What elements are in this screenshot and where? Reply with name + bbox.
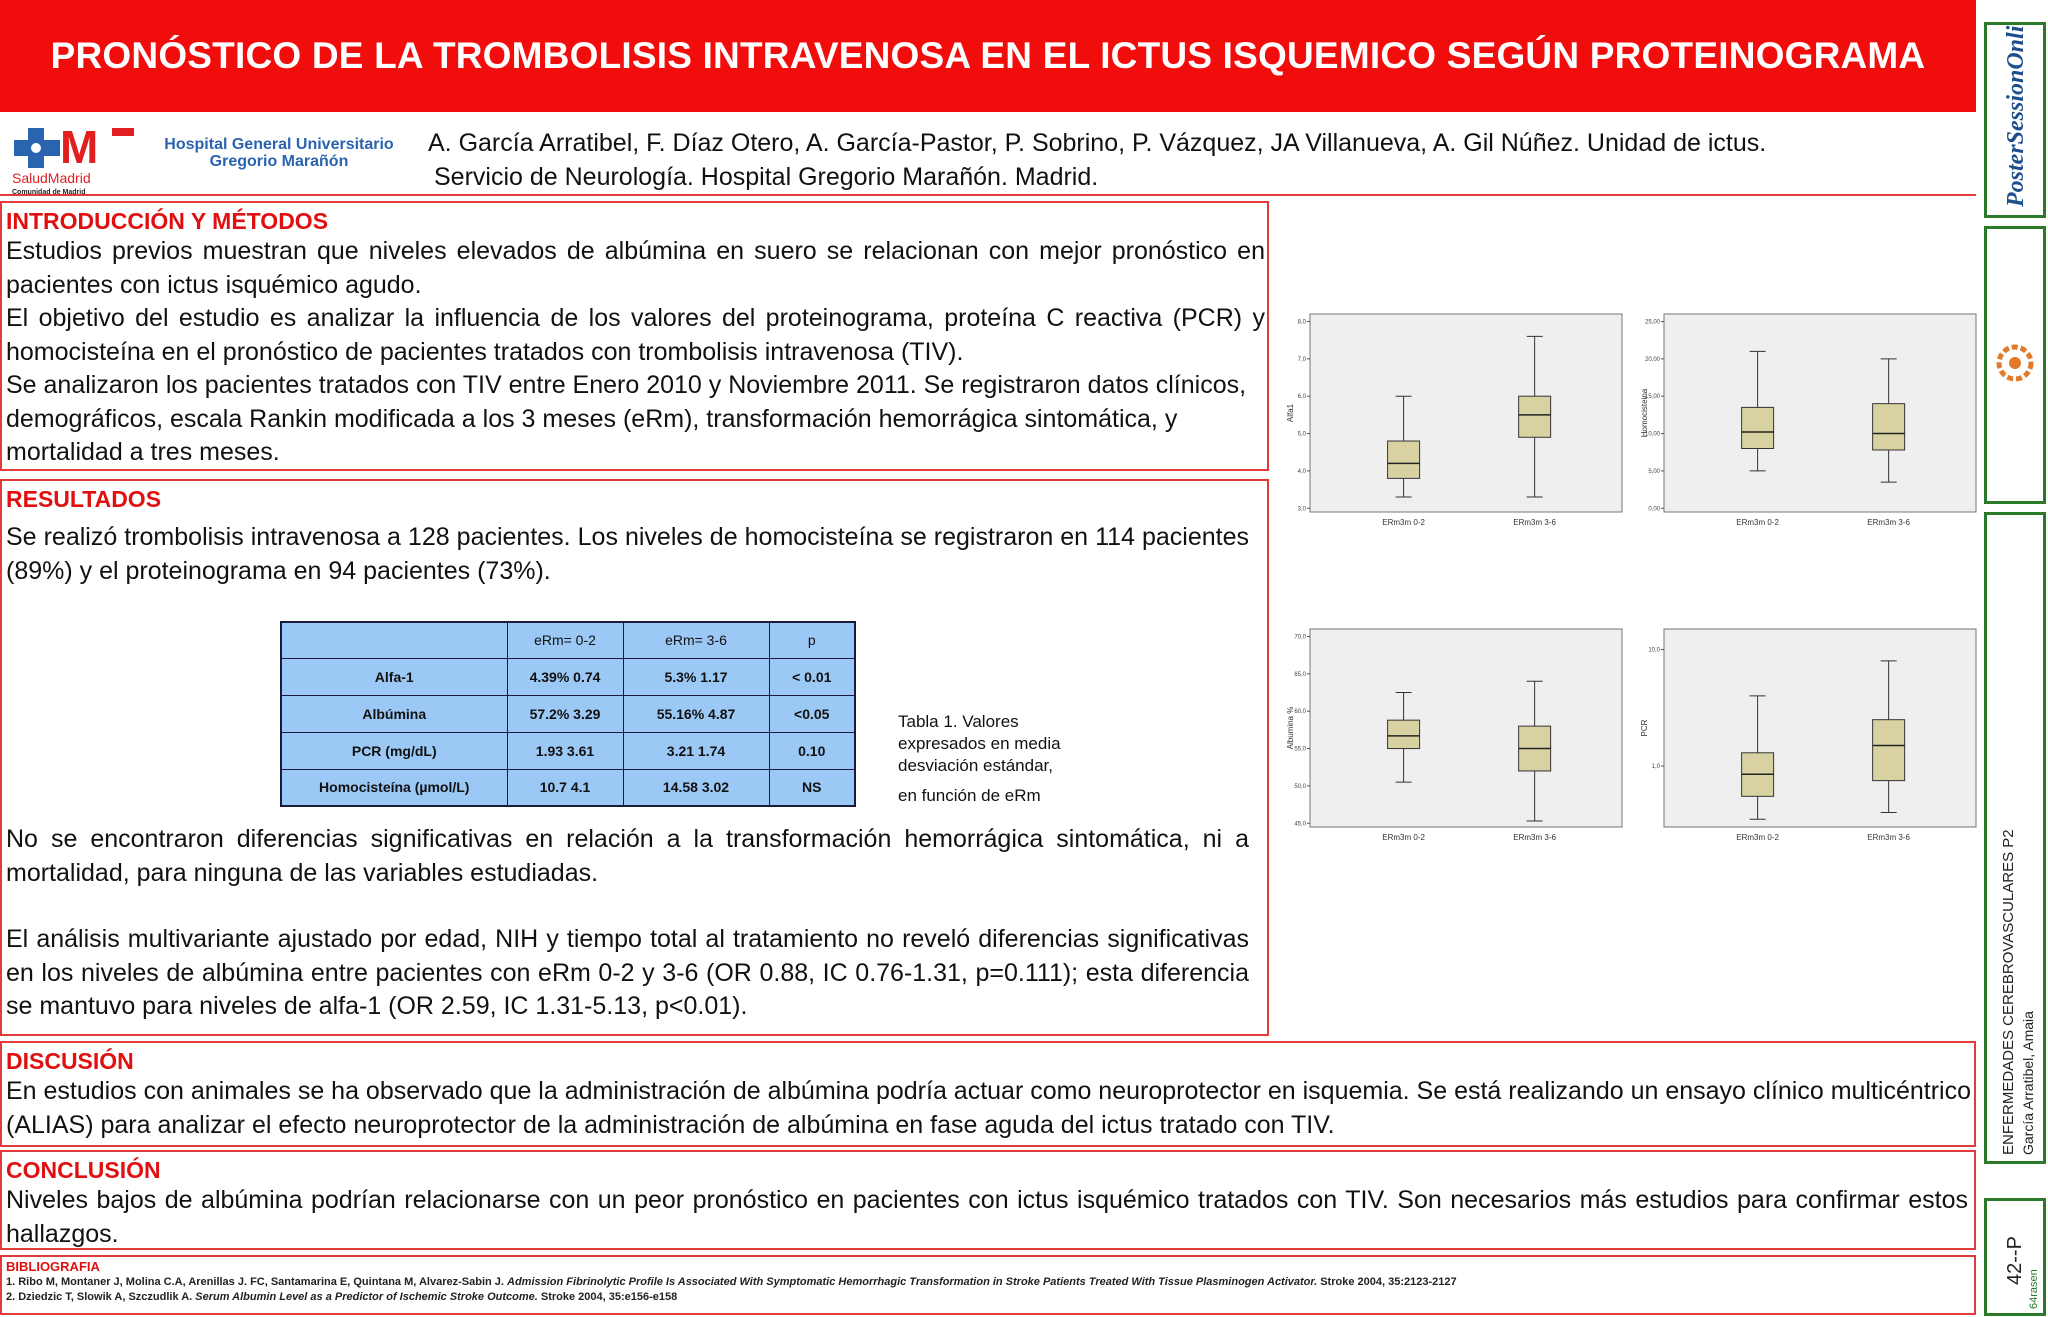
plot-area xyxy=(1310,314,1622,512)
y-tick-label: 6,0 xyxy=(1297,394,1306,401)
plot-area xyxy=(1664,314,1976,512)
table-cell: PCR (mg/dL) xyxy=(281,732,507,769)
y-tick-label: 0,00 xyxy=(1648,506,1660,513)
y-tick-label: 50,0 xyxy=(1294,783,1306,790)
table-cell: 14.58 3.02 xyxy=(623,769,769,806)
bibliography-title: BIBLIOGRAFIA xyxy=(6,1259,100,1274)
table-cell: 57.2% 3.29 xyxy=(507,695,623,732)
results-title: RESULTADOS xyxy=(6,486,162,512)
table-cell: 55.16% 4.87 xyxy=(623,695,769,732)
table-caption-line1: Tabla 1. Valores expresados en media desviación estándar, xyxy=(898,712,1061,775)
authors-line1: A. García Arratibel, F. Díaz Otero, A. García-Pastor, P. Sobrino, P. Vázquez, JA Villanueva, A. Gil Núñez. Unidad de ictus. xyxy=(428,129,1767,157)
sidebar-brand-panel xyxy=(1984,22,2046,218)
boxplot-albumina xyxy=(1286,625,1626,850)
discussion-text: En estudios con animales se ha observado que la administración de albúmina podría actuar como neuroprotector en isquemia. Se está realizando un ensayo clínico multicéntrico (ALIAS) para analizar el efecto neuroprotector de la administración de albúmina en fase aguda del ictus tratado con TIV. xyxy=(6,1077,1972,1139)
intro-title: INTRODUCCIÓN Y MÉTODOS xyxy=(6,208,329,234)
discussion-title: DISCUSIÓN xyxy=(6,1048,134,1074)
box xyxy=(1873,404,1905,450)
x-tick-label: ERm3m 3-6 xyxy=(1513,833,1556,842)
hospital-name xyxy=(134,136,424,170)
y-tick-label: 70,0 xyxy=(1294,634,1306,641)
y-axis-label: Alfa1 xyxy=(1286,403,1295,423)
y-axis-label: Albumina % xyxy=(1286,706,1295,750)
hospital-name-line2: Gregorio Marañón xyxy=(209,153,349,170)
sidebar-author-text: García Arratibel, Amaia xyxy=(2020,1011,2036,1155)
title-banner xyxy=(0,0,1976,112)
table-header: p xyxy=(769,622,855,658)
sidebar-footer: 64rasen xyxy=(2028,1269,2040,1309)
y-tick-label: 10,00 xyxy=(1644,431,1660,438)
intro-paragraph-2: El objetivo del estudio es analizar la influencia de los valores del proteinograma, proteína C reactiva (PCR) y homocisteína en el pronóstico de pacientes tratados con trombolisis intravenosa (TIV). xyxy=(6,304,1265,366)
box xyxy=(1519,396,1551,437)
reference-2 xyxy=(6,1290,1970,1305)
reference-1 xyxy=(6,1275,1970,1290)
intro-paragraph-3: Se analizaron los pacientes tratados con TIV entre Enero 2010 y Noviembre 2011. Se registraron datos clínicos, demográficos, escala Rankin modificada a los 3 meses (eRm), transformación hemorrágica sintomática, y mortalidad a tres meses. xyxy=(6,371,1247,466)
intro-section xyxy=(0,201,1269,471)
y-tick-label: 5,00 xyxy=(1648,468,1660,475)
conclusion-text: Niveles bajos de albúmina podrían relacionarse con un peor pronóstico en pacientes con ictus isquémico tratados con TIV. Son necesarios más estudios para confirmar estos hallazgos. xyxy=(6,1186,1968,1248)
box xyxy=(1388,720,1420,748)
table-cell: 10.7 4.1 xyxy=(507,769,623,806)
plot-area xyxy=(1310,629,1622,827)
table-caption xyxy=(898,711,1108,807)
table-header xyxy=(281,622,507,658)
salud-madrid-label: SaludMadrid xyxy=(12,170,91,186)
sidebar-code xyxy=(1987,1201,2043,1313)
table-cell: <0.05 xyxy=(769,695,855,732)
discussion-section xyxy=(0,1041,1976,1147)
table-cell: 5.3% 1.17 xyxy=(623,658,769,695)
results-table xyxy=(280,621,856,807)
authors-row xyxy=(0,114,1976,196)
y-tick-label: 25,00 xyxy=(1644,319,1660,326)
table-cell: 0.10 xyxy=(769,732,855,769)
table-header: eRm= 3-6 xyxy=(623,622,769,658)
x-tick-label: ERm3m 3-6 xyxy=(1867,518,1910,527)
reference-2-title: Serum Albumin Level as a Predictor of Ischemic Stroke Outcome. xyxy=(195,1291,538,1303)
logo-flag-icon xyxy=(112,128,134,136)
comunidad-label: Comunidad de Madrid xyxy=(12,189,86,196)
box xyxy=(1388,441,1420,478)
x-tick-label: ERm3m 0-2 xyxy=(1736,833,1779,842)
table-cell: 3.21 1.74 xyxy=(623,732,769,769)
x-tick-label: ERm3m 3-6 xyxy=(1513,518,1556,527)
boxplot-alfa1 xyxy=(1286,310,1626,535)
table-header: eRm= 0-2 xyxy=(507,622,623,658)
box xyxy=(1873,720,1905,781)
sidebar-topic-panel xyxy=(1984,512,2046,1164)
table-caption-line2: en función de eRm xyxy=(898,786,1041,805)
y-tick-label: 1,0 xyxy=(1651,764,1660,771)
table-cell: Albúmina xyxy=(281,695,507,732)
cross-icon xyxy=(14,128,60,168)
hospital-logo xyxy=(8,121,413,196)
table-cell: < 0.01 xyxy=(769,658,855,695)
y-tick-label: 20,00 xyxy=(1644,356,1660,363)
table-row xyxy=(281,732,855,769)
brand-text: PosterSessionOnline xyxy=(2003,25,2029,207)
bibliography-section xyxy=(0,1255,1976,1315)
table-cell: Homocisteína (µmol/L) xyxy=(281,769,507,806)
table-row xyxy=(281,769,855,806)
reference-2-authors: 2. Dziedzic T, Slowik A, Szczudlik A. xyxy=(6,1291,193,1303)
y-tick-label: 60,0 xyxy=(1294,709,1306,716)
x-tick-label: ERm3m 0-2 xyxy=(1736,518,1779,527)
results-section xyxy=(0,479,1269,1036)
results-paragraph-2: No se encontraron diferencias significativas en relación a la transformación hemorrágica sintomática, ni a mortalidad, para ninguna de las variables estudiadas. xyxy=(6,825,1249,887)
conclusion-section xyxy=(0,1150,1976,1250)
x-tick-label: ERm3m 0-2 xyxy=(1382,833,1425,842)
x-tick-label: ERm3m 3-6 xyxy=(1867,833,1910,842)
sidebar-logo-panel xyxy=(1984,226,2046,504)
reference-1-source: Stroke 2004, 35:2123-2127 xyxy=(1320,1276,1457,1288)
y-tick-label: 4,0 xyxy=(1297,468,1306,475)
table-cell: NS xyxy=(769,769,855,806)
y-tick-label: 45,0 xyxy=(1294,821,1306,828)
conclusion-title: CONCLUSIÓN xyxy=(6,1157,161,1183)
y-tick-label: 8,0 xyxy=(1297,319,1306,326)
results-paragraph-3: El análisis multivariante ajustado por edad, NIH y tiempo total al tratamiento no reveló diferencias significativas en los niveles de albúmina entre pacientes con eRm 0-2 y 3-6 (OR 0.88, IC 0.76-1.31, p=0.111); esta diferencia se mantuvo para niveles de alfa-1 (OR 2.59, IC 1.31-5.13, p<0.01). xyxy=(6,925,1249,1020)
logo-m-icon: M xyxy=(60,121,99,173)
y-tick-label: 55,0 xyxy=(1294,746,1306,753)
reference-2-source: Stroke 2004, 35:e156-e158 xyxy=(540,1291,678,1303)
sidebar-topic xyxy=(1987,515,2043,1161)
y-tick-label: 5,0 xyxy=(1297,431,1306,438)
poster-session-logo xyxy=(1987,25,2043,215)
sidebar-topic-text: ENFERMEDADES CEREBROVASCULARES P2 xyxy=(2000,829,2017,1155)
y-tick-label: 3,0 xyxy=(1297,506,1306,513)
boxplot-pcr xyxy=(1640,625,1980,850)
plot-area xyxy=(1664,629,1976,827)
table-row xyxy=(281,658,855,695)
y-tick-label: 10,0 xyxy=(1648,647,1660,654)
reference-1-title: Admission Fibrinolytic Profile Is Associated With Symptomatic Hemorrhagic Transformation in Stroke Patients Treated With Tissue Plasminogen Activator. xyxy=(507,1276,1318,1288)
y-tick-label: 15,00 xyxy=(1644,394,1660,401)
table-cell: 1.93 3.61 xyxy=(507,732,623,769)
x-tick-label: ERm3m 0-2 xyxy=(1382,518,1425,527)
intro-paragraph-1: Estudios previos muestran que niveles elevados de albúmina en suero se relacionan con mejor pronóstico en pacientes con ictus isquémico agudo. xyxy=(6,237,1265,299)
y-tick-label: 7,0 xyxy=(1297,356,1306,363)
table-cell: Alfa-1 xyxy=(281,658,507,695)
poster-title: PRONÓSTICO DE LA TROMBOLISIS INTRAVENOSA EN EL ICTUS ISQUEMICO SEGÚN PROTEINOGRAMA xyxy=(50,35,1926,76)
poster-code: 42--P xyxy=(2004,1236,2026,1285)
reference-1-authors: 1. Ribo M, Montaner J, Molina C.A, Arenillas J. FC, Santamarina E, Quintana M, Alvarez-Sabin J. xyxy=(6,1276,504,1288)
table-cell: 4.39% 0.74 xyxy=(507,658,623,695)
sidebar-code-panel xyxy=(1984,1198,2046,1316)
y-axis-label: PCR xyxy=(1640,719,1649,737)
authors xyxy=(428,126,1968,194)
y-axis-label: Homocisteina xyxy=(1640,388,1649,438)
society-logo-icon xyxy=(1987,229,2043,501)
boxplot-homocisteina xyxy=(1640,310,1980,535)
table-row xyxy=(281,695,855,732)
hospital-name-line1: Hospital General Universitario xyxy=(164,136,394,153)
table-header-row xyxy=(281,622,855,658)
box xyxy=(1742,407,1774,448)
results-paragraph-1: Se realizó trombolisis intravenosa a 128 pacientes. Los niveles de homocisteína se registraron en 114 pacientes (89%) y el proteinograma en 94 pacientes (73%). xyxy=(6,523,1249,585)
y-tick-label: 65,0 xyxy=(1294,671,1306,678)
authors-line2: Servicio de Neurología. Hospital Gregorio Marañón. Madrid. xyxy=(434,163,1099,191)
